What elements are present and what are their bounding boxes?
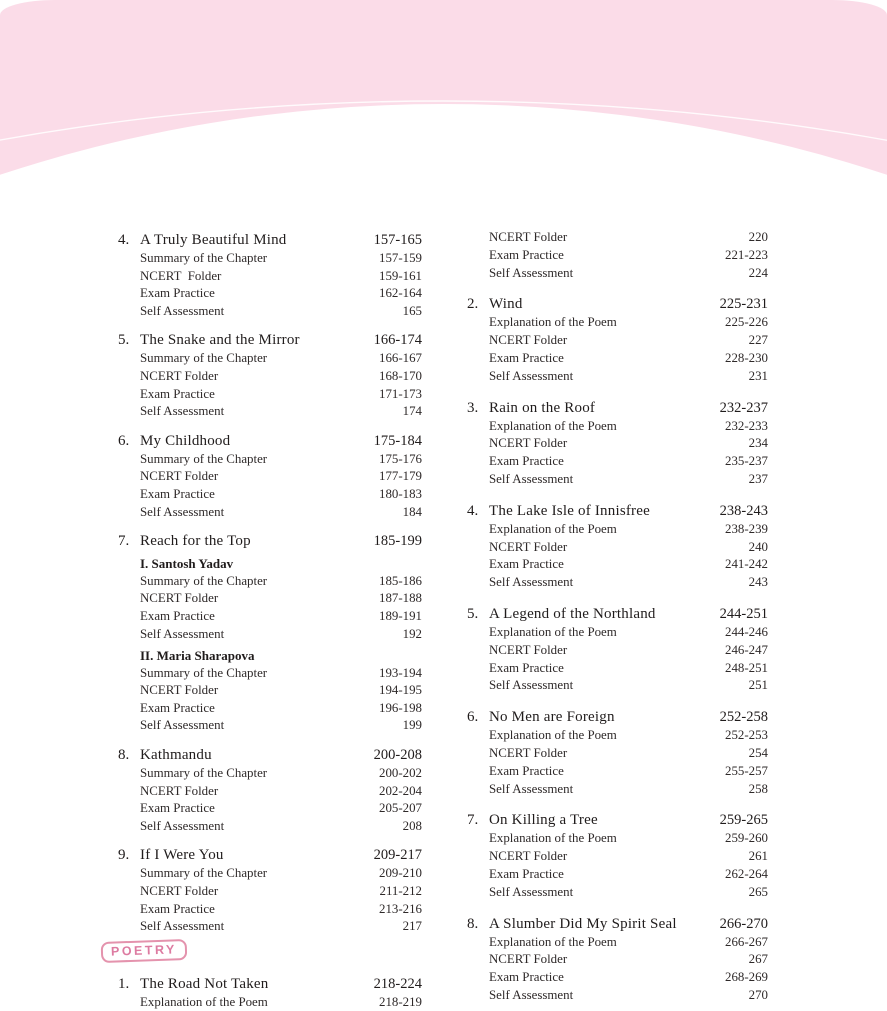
poetry-badge: POETRY: [101, 939, 188, 963]
toc-item-pages: 259-260: [725, 831, 768, 846]
toc-item-pages: 265: [748, 884, 768, 899]
chapter-row: [118, 745, 422, 765]
section-heading-label: II. Maria Sharapova: [140, 648, 255, 664]
chapter-number: 5.: [467, 605, 479, 622]
toc-item-label: Explanation of the Poem: [140, 994, 268, 1009]
toc-item-pages: 165: [402, 303, 422, 318]
toc-item-pages: 244-246: [725, 624, 768, 639]
chapter-number: 6.: [118, 432, 130, 449]
chapter-pages: 252-258: [719, 709, 768, 726]
toc-item-pages: 185-186: [379, 573, 422, 588]
toc-item-row: [467, 763, 768, 781]
toc-item-row: [467, 574, 768, 592]
toc-item-label: Self Assessment: [140, 303, 225, 318]
toc-item-pages: 174: [402, 404, 422, 419]
toc-item-label: Explanation of the Poem: [489, 521, 617, 536]
toc-item-label: Self Assessment: [489, 678, 574, 693]
toc-item-row: [118, 504, 422, 522]
toc-item-pages: 254: [748, 745, 768, 760]
toc-item-label: Summary of the Chapter: [140, 573, 268, 588]
chapter-pages: 175-184: [373, 432, 422, 449]
toc-item-row: [118, 590, 422, 608]
chapter-pages: 225-231: [719, 296, 768, 313]
chapter-number: 9.: [118, 847, 130, 864]
chapter-title: Kathmandu: [140, 747, 212, 764]
toc-item-row: [118, 883, 422, 901]
toc-item-label: Exam Practice: [489, 557, 564, 572]
chapter-row: [118, 431, 422, 451]
toc-item-label: NCERT Folder: [489, 230, 568, 244]
toc-item-row: [467, 556, 768, 574]
toc-item-pages: 218-219: [379, 994, 422, 1009]
toc-column: [467, 229, 768, 1005]
toc-item-pages: 235-237: [725, 454, 768, 469]
toc-item-pages: 166-167: [379, 351, 422, 366]
pink-curve-graphic: [0, 0, 887, 215]
toc-item-pages: 268-269: [725, 970, 768, 985]
chapter-pages: 209-217: [373, 847, 422, 864]
chapter-title: Rain on the Roof: [489, 399, 596, 416]
toc-item-pages: 162-164: [379, 286, 422, 301]
toc-item-pages: 234: [748, 436, 768, 451]
toc-item-label: Self Assessment: [140, 404, 225, 419]
toc-item-label: Summary of the Chapter: [140, 251, 268, 265]
toc-item-pages: 168-170: [379, 368, 422, 383]
chapter-number: 8.: [118, 747, 130, 764]
toc-item-label: Exam Practice: [140, 901, 215, 916]
toc-item-row: [118, 303, 422, 321]
chapter-number: 1.: [118, 975, 130, 992]
toc-item-pages: 180-183: [379, 486, 422, 501]
toc-item-row: [118, 386, 422, 404]
toc-column: [110, 230, 422, 1011]
toc-item-label: Exam Practice: [489, 350, 564, 365]
toc-item-row: [467, 884, 768, 902]
toc-item-pages: 267: [748, 952, 768, 967]
toc-item-label: NCERT Folder: [140, 368, 219, 383]
toc-item-row: [118, 250, 422, 268]
toc-item-row: [118, 665, 422, 683]
toc-item-pages: 243: [748, 575, 768, 590]
toc-item-pages: 224: [748, 265, 768, 280]
toc-item-pages: 196-198: [379, 700, 422, 715]
toc-item-row: [118, 285, 422, 303]
chapter-row: [467, 604, 768, 624]
toc-item-label: Summary of the Chapter: [140, 351, 268, 366]
toc-item-row: [467, 866, 768, 884]
toc-item-pages: 231: [748, 368, 768, 383]
chapter-title: A Slumber Did My Spirit Seal: [489, 915, 677, 932]
toc-item-pages: 157-159: [379, 251, 422, 265]
toc-item-label: Self Assessment: [140, 626, 225, 641]
toc-item-label: Self Assessment: [489, 471, 574, 486]
chapter-title: A Truly Beautiful Mind: [140, 232, 287, 248]
chapter-pages: 200-208: [373, 747, 422, 764]
toc-item-label: Summary of the Chapter: [140, 766, 268, 781]
toc-item-label: Self Assessment: [140, 919, 225, 934]
chapter-pages: 185-199: [373, 533, 422, 550]
toc-item-label: NCERT Folder: [140, 783, 219, 798]
toc-item-label: Self Assessment: [140, 818, 225, 833]
toc-item-row: [118, 800, 422, 818]
toc-item-pages: 238-239: [725, 521, 768, 536]
toc-item-row: [467, 332, 768, 350]
toc-item-label: Exam Practice: [140, 286, 215, 301]
toc-item-label: Self Assessment: [140, 718, 225, 733]
toc-item-label: NCERT Folder: [489, 952, 568, 967]
chapter-number: 7.: [118, 533, 130, 550]
toc-item-pages: 202-204: [379, 783, 422, 798]
toc-item-row: [467, 471, 768, 489]
chapter-title: A Legend of the Northland: [489, 605, 656, 622]
toc-item-row: [118, 901, 422, 919]
chapter-row: [118, 845, 422, 865]
toc-item-pages: 246-247: [725, 642, 768, 657]
toc-item-pages: 225-226: [725, 315, 768, 330]
toc-item-label: Explanation of the Poem: [489, 934, 617, 949]
chapter-pages: 238-243: [719, 502, 768, 519]
toc-item-label: NCERT Folder: [489, 642, 568, 657]
toc-item-row: [118, 468, 422, 486]
toc-item-row: [118, 783, 422, 801]
toc-item-label: Summary of the Chapter: [140, 866, 268, 881]
toc-item-row: [467, 265, 768, 283]
toc-item-row: [118, 918, 422, 936]
chapter-number: 8.: [467, 915, 479, 932]
toc-item-row: [467, 453, 768, 471]
toc-item-label: NCERT Folder: [489, 849, 568, 864]
toc-item-pages: 205-207: [379, 801, 422, 816]
chapter-title: Wind: [489, 296, 523, 313]
chapter-pages: 157-165: [373, 232, 422, 248]
toc-item-row: [467, 660, 768, 678]
toc-item-label: Summary of the Chapter: [140, 665, 268, 680]
toc-item-row: [467, 418, 768, 436]
toc-item-pages: 209-210: [379, 866, 422, 881]
toc-item-label: NCERT Folder: [140, 268, 222, 283]
chapter-number: 7.: [467, 812, 479, 829]
toc-item-row: [467, 830, 768, 848]
toc-item-row: [118, 994, 422, 1011]
chapter-number: 3.: [467, 399, 479, 416]
chapter-pages: 218-224: [373, 975, 422, 992]
toc-item-pages: 189-191: [379, 608, 422, 623]
toc-item-row: [467, 745, 768, 763]
toc-item-row: [118, 626, 422, 644]
toc-item-row: [467, 350, 768, 368]
toc-item-row: [467, 951, 768, 969]
toc-item-pages: 187-188: [379, 591, 422, 606]
toc-item-row: [118, 865, 422, 883]
toc-item-pages: 194-195: [379, 683, 422, 698]
toc-item-pages: 221-223: [725, 247, 768, 262]
toc-item-label: NCERT Folder: [489, 333, 568, 348]
toc-item-row: [118, 350, 422, 368]
toc-item-pages: 270: [748, 987, 768, 1002]
toc-item-pages: 192: [402, 626, 422, 641]
toc-item-label: Self Assessment: [140, 504, 225, 519]
chapter-title: The Road Not Taken: [140, 975, 269, 992]
toc-item-label: Explanation of the Poem: [489, 728, 617, 743]
toc-item-pages: 177-179: [379, 469, 422, 484]
toc-item-pages: 266-267: [725, 934, 768, 949]
toc-item-row: [118, 717, 422, 735]
toc-item-row: [118, 682, 422, 700]
toc-item-label: NCERT Folder: [489, 745, 568, 760]
toc-item-pages: 255-257: [725, 763, 768, 778]
toc-item-label: Explanation of the Poem: [489, 418, 617, 433]
toc-item-pages: 211-212: [379, 884, 422, 899]
section-heading-row: [118, 647, 422, 665]
chapter-number: 5.: [118, 332, 130, 349]
toc-item-label: Exam Practice: [489, 660, 564, 675]
chapter-pages: 266-270: [719, 915, 768, 932]
toc-item-label: Self Assessment: [489, 265, 574, 280]
toc-item-pages: 199: [402, 718, 422, 733]
toc-item-pages: 237: [748, 471, 768, 486]
toc-item-pages: 241-242: [725, 557, 768, 572]
poetry-badge-row: [110, 942, 422, 964]
toc-item-label: Exam Practice: [489, 763, 564, 778]
toc-item-pages: 213-216: [379, 901, 422, 916]
toc-item-pages: 252-253: [725, 728, 768, 743]
toc-item-label: Exam Practice: [489, 866, 564, 881]
toc-item-row: [118, 368, 422, 386]
toc-item-label: Exam Practice: [489, 970, 564, 985]
toc-item-row: [467, 934, 768, 952]
toc-item-label: NCERT Folder: [140, 884, 219, 899]
chapter-row: [118, 974, 422, 994]
chapter-title: My Childhood: [140, 432, 231, 449]
toc-item-row: [467, 781, 768, 799]
toc-item-pages: 159-161: [379, 268, 422, 283]
toc-item-label: Explanation of the Poem: [489, 315, 617, 330]
chapter-number: 2.: [467, 296, 479, 313]
toc-item-pages: 261: [748, 849, 768, 864]
toc-item-row: [467, 727, 768, 745]
chapter-row: [467, 501, 768, 521]
toc-item-label: Exam Practice: [140, 608, 215, 623]
toc-item-pages: 251: [748, 678, 768, 693]
toc-item-label: Exam Practice: [489, 247, 564, 262]
toc-item-pages: 258: [748, 781, 768, 796]
toc-item-label: Explanation of the Poem: [489, 831, 617, 846]
toc-item-label: Self Assessment: [489, 368, 574, 383]
toc-item-label: Exam Practice: [140, 700, 215, 715]
toc-item-row: [118, 573, 422, 591]
toc-item-pages: 262-264: [725, 866, 768, 881]
chapter-title: If I Were You: [140, 847, 224, 864]
toc-item-row: [118, 608, 422, 626]
toc-item-label: Exam Practice: [140, 801, 215, 816]
toc-item-pages: 220: [748, 230, 768, 244]
toc-item-row: [467, 368, 768, 386]
section-heading-row: [118, 555, 422, 573]
toc-item-row: [467, 848, 768, 866]
toc-item-row: [118, 700, 422, 718]
toc-item-row: [467, 987, 768, 1005]
chapter-row: [118, 330, 422, 350]
section-heading-label: I. Santosh Yadav: [140, 556, 234, 572]
toc-item-label: Summary of the Chapter: [140, 451, 268, 466]
toc-item-row: [467, 314, 768, 332]
toc-item-row: [467, 435, 768, 453]
chapter-pages: 244-251: [719, 605, 768, 622]
toc-item-row: [118, 451, 422, 469]
toc-item-pages: 208: [402, 818, 422, 833]
toc-item-row: [118, 403, 422, 421]
chapter-row: [467, 914, 768, 934]
chapter-title: On Killing a Tree: [489, 812, 598, 829]
toc-item-label: Self Assessment: [489, 987, 574, 1002]
toc-item-pages: 193-194: [379, 665, 422, 680]
chapter-row: [467, 707, 768, 727]
chapter-row: [118, 531, 422, 551]
toc-item-pages: 200-202: [379, 766, 422, 781]
toc-item-label: NCERT Folder: [489, 436, 568, 451]
toc-item-pages: 171-173: [379, 386, 422, 401]
toc-item-pages: 175-176: [379, 451, 422, 466]
toc-item-row: [118, 268, 422, 286]
chapter-title: The Lake Isle of Innisfree: [489, 502, 650, 519]
chapter-row: [118, 230, 422, 250]
toc-item-pages: 232-233: [725, 418, 768, 433]
chapter-title: The Snake and the Mirror: [140, 332, 300, 349]
chapter-pages: 259-265: [719, 812, 768, 829]
toc-item-pages: 184: [402, 504, 422, 519]
toc-item-row: [118, 818, 422, 836]
chapter-number: 4.: [118, 232, 130, 248]
toc-item-label: NCERT Folder: [140, 469, 219, 484]
chapter-number: 6.: [467, 709, 479, 726]
toc-item-pages: 228-230: [725, 350, 768, 365]
toc-item-label: Self Assessment: [489, 781, 574, 796]
toc-item-label: Exam Practice: [140, 486, 215, 501]
toc-item-row: [467, 247, 768, 265]
toc-item-row: [467, 642, 768, 660]
chapter-number: 4.: [467, 502, 479, 519]
toc-item-label: NCERT Folder: [140, 591, 219, 606]
toc-item-row: [467, 539, 768, 557]
toc-item-label: Exam Practice: [489, 454, 564, 469]
toc-item-pages: 227: [748, 333, 768, 348]
header-decoration: [0, 0, 887, 215]
toc-item-label: Explanation of the Poem: [489, 624, 617, 639]
chapter-pages: 232-237: [719, 399, 768, 416]
chapter-row: [467, 810, 768, 830]
chapter-row: [467, 294, 768, 314]
toc-item-row: [467, 677, 768, 695]
toc-item-row: [467, 624, 768, 642]
toc-item-row: [467, 521, 768, 539]
chapter-title: Reach for the Top: [140, 533, 251, 550]
chapter-row: [467, 398, 768, 418]
toc-item-label: NCERT Folder: [140, 683, 219, 698]
toc-item-row: [118, 765, 422, 783]
toc-item-pages: 248-251: [725, 660, 768, 675]
toc-item-row: [467, 969, 768, 987]
toc-item-label: Exam Practice: [140, 386, 215, 401]
toc-item-row: [118, 486, 422, 504]
toc-item-label: NCERT Folder: [489, 539, 568, 554]
toc-item-pages: 240: [748, 539, 768, 554]
chapter-title: No Men are Foreign: [489, 709, 615, 726]
toc-item-label: Self Assessment: [489, 575, 574, 590]
toc-item-pages: 217: [402, 919, 422, 934]
toc-item-label: Self Assessment: [489, 884, 574, 899]
chapter-pages: 166-174: [373, 332, 422, 349]
toc-item-row: [467, 229, 768, 247]
